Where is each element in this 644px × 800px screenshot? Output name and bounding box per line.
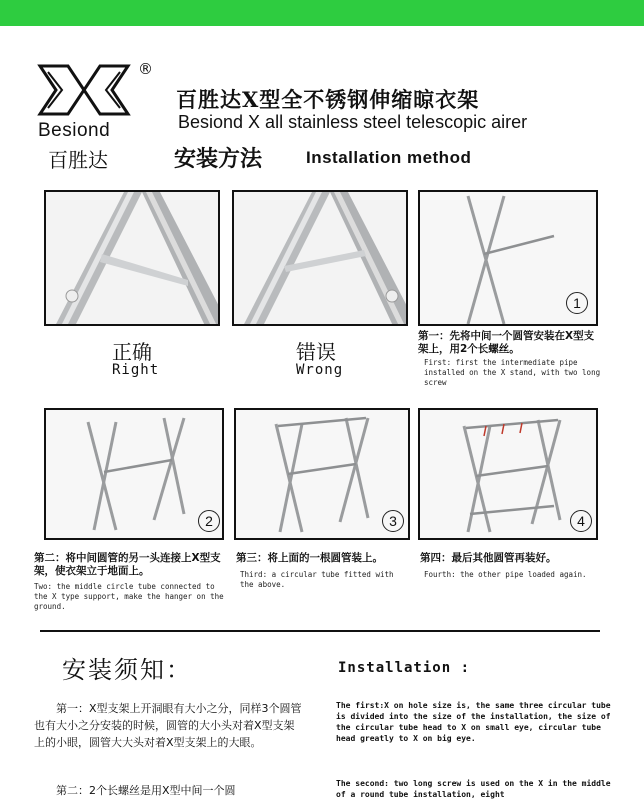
panel-step-4 [418,408,598,540]
step-number-badge: 4 [570,510,592,532]
panel-right-photo [44,190,220,326]
step-2-text-cn: 第二：将中间圆管的另一头连接上X型支架，使衣架立于地面上。 [34,552,221,577]
notice-para-1-cn: 第一：X型支架上开洞眼有大小之分，同样3个圆管也有大小之分安装的时候，圆管的大小头对着X型支架上的小眼，圆管大大头对着X型支架上的大眼。 [34,702,302,749]
step-4-text-cn: 第四：最后其他圆管再装好。 [420,552,557,564]
step-1-text-cn: 第一：先将中间一个圆管安装在X型支架上，用2个长螺丝。 [418,330,595,355]
notice-para-2-cn: 第二：2个长螺丝是用X型中间一个圆 [56,784,236,797]
label-right-en: Right [112,362,160,378]
logo-mark-icon [34,62,134,118]
joint-wrong-illustration [234,192,408,326]
panel-step-2 [44,408,224,540]
step-3-text-en: Third: a circular tube fitted with the above. [240,570,394,589]
step-number-badge: 1 [566,292,588,314]
joint-correct-illustration [46,192,220,326]
step-4-text-en: Fourth: the other pipe loaded again. [424,570,587,579]
step-number-badge: 2 [198,510,220,532]
section-title-cn: 安装方法 [174,146,263,172]
step-1-text-en: First: first the intermediate pipe installed on the X stand, with two long screw [424,358,601,387]
step-number-badge: 3 [382,510,404,532]
panel-step-3 [234,408,410,540]
top-green-bar [0,0,644,26]
section-divider [40,630,600,632]
notice-para-1-en: The first:X on hole size is, the same three circular tube is divided into the size of the installation, the size of the circular tube head to X on small eye, circular tube head greatly to X on big eye. [336,701,611,743]
notice-title-cn: 安装须知： [62,656,192,684]
brand-logo [34,62,156,172]
product-title-cn: 百胜达X型全不锈钢伸缩晾衣架 [176,87,480,112]
step-2-text-en: Two: the middle circle tube connected to the X type support, make the hanger on the ground. [34,582,224,611]
label-right-cn: 正确 [112,340,152,364]
panel-wrong-photo [232,190,408,326]
notice-title-en: Installation : [338,660,471,676]
notice-para-2-en: The second: two long screw is used on the X in the middle of a round tube installation, eight [336,779,611,799]
section-title-en: Installation method [306,148,472,167]
brand-name-cn: 百胜达 [48,148,108,172]
product-title-en: Besiond X all stainless steel telescopic airer [178,112,528,132]
brand-name-en: Besiond [38,120,111,141]
label-wrong-cn: 错误 [296,340,336,364]
registered-mark: ® [138,60,153,78]
panel-step-1 [418,190,598,326]
step-3-text-cn: 第三：将上面的一根圆管装上。 [236,552,383,564]
label-wrong-en: Wrong [296,362,344,378]
